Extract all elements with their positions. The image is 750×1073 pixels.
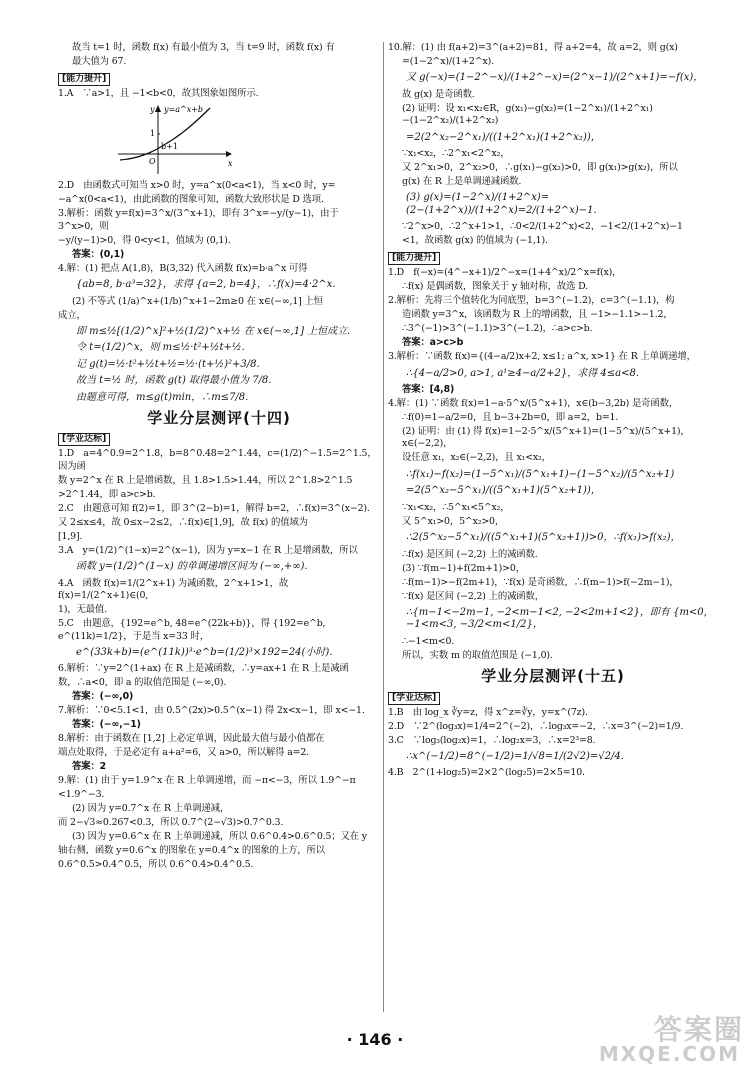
text-line: <1.9^−3. [58,789,105,801]
text-line: 造函数 y=3^x，该函数为 R 上的增函数，且 −1>−1.1>−1.2， [402,309,673,321]
text-line: 1.A ∵a>1，且 −1<b<0，故其图象如图所示. [58,88,259,99]
answer-line: 答案：(−∞,0) [72,691,134,703]
text-line: 9.解：(1) 由于 y=1.9^x 在 R 上单调递增，而 −π<−3，所以 1.9^−π [58,775,356,787]
left-column [58,42,380,873]
text-line: 4.A 函数 f(x)=1/(2^x+1) 为减函数，2^x+1>1，故 f(x)=1/(2^x+1)∈(0, [58,577,291,602]
text-line: ∵x₁<x₂，∴2^x₁<2^x₂， [402,148,510,160]
text-line: (3) 因为 y=0.6^x 在 R 上单调递减，所以 0.6^0.4>0.6^0.5；又在 y [72,831,367,843]
watermark-text: 答案圈 [653,1013,744,1046]
text-line: 3.解析：函数 y=f(x)=3^x/(3^x+1)，即有 3^x=−y/(y−1)，由于 3^x>0，则 [58,208,342,232]
watermark-logo [596,1008,744,1068]
text-line: 又 2≤x≤4，故 0≤x−2≤2，∴f(x)∈[1,9]，故 f(x) 的值域为 [58,516,308,528]
math-line: (3) g(x)=(1−2^x)/(1+2^x)=(2−(1+2^x))/(1+2^x)=2/(1+2^x)−1. [406,192,597,216]
column-divider [383,42,384,1012]
section-title: 学业分层测评(十五) [481,667,625,686]
text-line: 10.解：(1) 由 f(a+2)=3^(a+2)=81，得 a+2=4，故 a=2，则 g(x) [388,42,678,53]
text-line: 2.解析：先将三个值转化为同底型，b=3^(−1.2)，c=3^(−1.1)，构 [388,295,675,307]
math-line: 由题意可得，m≤g(t)min，∴m≤7/8. [76,391,249,403]
math-line: =2(5^x₂−5^x₁)/((5^x₁+1)(5^x₂+1))， [406,485,601,497]
text-line: <1，故函数 g(x) 的值域为 (−1,1). [402,235,548,247]
text-line: 2.D ∵2^(log₃x)=1/4=2^(−2)，∴log₃x=−2，∴x=3^(−2)=1/9. [388,720,684,732]
text-line: 4.解：(1) 把点 A(1,8)，B(3,32) 代入函数 f(x)=b·a^x 可得 [58,262,308,274]
text-line: (2) 证明：设 x₁<x₂∈R，g(x₁)−g(x₂)=(1−2^x₁)/(1+2^x₁)−(1−2^x₂)/(1+2^x₂) [402,102,653,127]
text-line: 1.D f(−x)=(4^−x+1)/2^−x=(1+4^x)/2^x=f(x)， [388,267,622,279]
text-line: 3.解析：∵函数 f(x)={(4−a/2)x+2, x≤1; a^x, x>1} 在 R 上单调递增， [388,351,696,363]
text-line: 1.B 由 log_x ∛y=z，得 x^z=∛y，y=x^(7z). [388,706,588,718]
math-line: 记 g(t)=½·t²+½t+½=½·(t+½)²+3/8. [76,358,260,370]
page-number: · 146 · [346,1030,404,1049]
graph-x-label: x [228,159,233,169]
math-line: 故当 t=½ 时，函数 g(t) 取得最小值为 7/8. [76,375,272,387]
graph-origin-label: O [149,157,156,167]
text-line: ∴f(x) 是区间 (−2,2) 上的减函数. [402,548,538,560]
answer-line: 答案：(0,1) [72,248,125,260]
section-tag-standard: [学业达标] [388,692,440,705]
text-line: 0.6^0.5>0.4^0.5，所以 0.6^0.4>0.4^0.5. [58,859,254,871]
section-tag-standard: [学业达标] [58,433,110,446]
text-line: (2) 证明：由 (1) 得 f(x)=1−2·5^x/(5^x+1)=(1−5^x)/(5^x+1)，x∈(−2,2)， [402,426,690,450]
text-line: (2) 不等式 (1/a)^x+(1/b)^x+1−2m≥0 在 x∈(−∞,1] 上恒 [72,295,323,307]
math-line: {ab=8, b·a³=32}，求得 {a=2, b=4}，∴f(x)=4·2^x. [76,279,336,291]
text-line: 故当 t=1 时，函数 f(x) 有最小值为 3，当 t=9 时，函数 f(x) 有 [72,42,335,53]
text-line: 3.C ∵log₃(log₂x)=1，∴log₂x=3，∴x=2³=8. [388,734,596,746]
text-line: 故 g(x) 是奇函数. [402,88,475,100]
text-line: 端点处取得，于是必定有 a+a²=6，又 a>0，所以解得 a=2. [58,747,310,759]
exponential-graph [114,102,234,176]
text-line: 设任意 x₁，x₂∈(−2,2)，且 x₁<x₂， [402,452,551,464]
answer-line: 答案：(−∞,−1) [72,719,141,731]
text-line: 4.B 2^(1+log₂5)=2×2^(log₂5)=2×5=10. [388,767,585,779]
section-tag-ability: [能力提升] [388,252,440,265]
math-line: ∴2(5^x₂−5^x₁)/((5^x₁+1)(5^x₂+1))>0，∴f(x₁)>f(x₂)， [406,532,681,544]
text-line: ∴f(x) 是偶函数，图象关于 y 轴对称，故选 D. [402,281,588,293]
text-line: −y/(y−1)>0，得 0<y<1，值域为 (0,1). [58,234,231,246]
answer-line: 答案：a>c>b [402,337,464,349]
math-line: ∴x^(−1/2)=8^(−1/2)=1/√8=1/(2√2)=√2/4. [406,750,624,762]
text-line: 1.D a=4^0.9=2^1.8，b=8^0.48=2^1.44，c=(1/2)^−1.5=2^1.5，因为函 [58,448,377,472]
text-line: ∴f(m−1)>−f(2m+1)，∵f(x) 是奇函数，∴f(m−1)>f(−2m−1)， [402,576,679,588]
math-line: ∴{m−1<−2m−1, −2<m−1<2, −2<2m+1<2}，即有 {m<0, −1<m<3, −3/2<m<1/2}， [406,606,707,631]
text-line: ∵f(x) 是区间 (−2,2) 上的减函数， [402,590,544,602]
text-line: 8.解析：由于函数在 [1,2] 上必定单调，因此最大值与最小值都在 [58,733,325,745]
graph-y-label: y [150,105,155,115]
text-line: (2) 因为 y=0.7^x 在 R 上单调递减， [72,803,230,815]
section-tag-ability: [能力提升] [58,73,110,86]
text-line: ∵x₁<x₂，∴5^x₁<5^x₂， [402,501,510,513]
text-line: 所以，实数 m 的取值范围是 (−1,0). [402,649,553,661]
math-line: =2(2^x₂−2^x₁)/((1+2^x₁)(1+2^x₂))， [406,131,601,143]
text-line: 1)，无最值. [58,604,108,616]
graph-intercept-label: b+1 [161,142,178,152]
text-line: 4.解：(1) ∵函数 f(x)=1−a·5^x/(5^x+1)，x∈(b−3,2b) 是奇函数， [388,398,679,410]
math-line: ∴f(x₁)−f(x₂)=(1−5^x₁)/(5^x₁+1)−(1−5^x₂)/(5^x₂+1) [406,468,675,480]
graph-one-label: 1 [150,129,156,139]
right-column [388,42,718,781]
text-line: [1,9]. [58,530,83,542]
text-line: (3) ∵f(m−1)+f(2m+1)>0， [402,562,525,574]
text-line: >2^1.44，即 a>c>b. [58,488,156,500]
text-line: 数 y=2^x 在 R 上是增函数，且 1.8>1.5>1.44，所以 2^1.8>2^1.5 [58,474,353,486]
text-line: 又 5^x₁>0，5^x₂>0， [402,515,505,527]
text-line: 轴右侧，函数 y=0.6^x 的图象在 y=0.4^x 的图象的上方，所以 [58,845,325,857]
text-line: 最大值为 67. [72,56,127,67]
text-line: ∵2^x>0，∴2^x+1>1，∴0<2/(1+2^x)<2，−1<2/(1+2^x)−1 [402,221,683,233]
math-line: 函数 y=(1/2)^(1−x) 的单调递增区间为 (−∞,+∞). [76,561,308,573]
text-line: =(1−2^x)/(1+2^x). [402,56,494,67]
text-line: 5.C 由题意，{192=e^b, 48=e^(22k+b)}，得 {192=e^b, e^(11k)=1/2}，于是当 x=33 时， [58,618,329,642]
math-line: ∴{4−a/2>0, a>1, a¹≥4−a/2+2}，求得 4≤a<8. [406,367,640,379]
answer-line: 答案：[4,8) [402,384,455,396]
text-line: ∴−1<m<0. [402,635,455,647]
text-line: ∴f(0)=1−a/2=0，且 b−3+2b=0，即 a=2，b=1. [402,412,619,424]
text-line: 7.解析：∵0<5.1<1，由 0.5^(2x)>0.5^(x−1) 得 2x<x−1，即 x<−1. [58,705,365,717]
text-line: −a^x(0<a<1)，由此函数的图象可知，函数大致形状是 D 选项. [58,194,324,206]
text-line: ∴3^(−1)>3^(−1.1)>3^(−1.2)，∴a>c>b. [402,323,593,335]
math-line: 即 m≤½[(1/2)^x]²+½(1/2)^x+½ 在 x∈(−∞,1] 上恒成立. [76,326,351,338]
text-line: 成立， [58,309,86,321]
text-line: g(x) 在 R 上是单调递减函数. [402,176,522,188]
text-line: 6.解析：∵y=2^(1+ax) 在 R 上是减函数，∴y=ax+1 在 R 上是减函 [58,663,349,675]
section-title: 学业分层测评(十四) [147,409,291,428]
math-line: 令 t=(1/2)^x，则 m≤½·t²+½t+½. [76,342,245,354]
math-line: e^(33k+b)=(e^(11k))³·e^b=(1/2)³×192=24(小时). [76,646,333,658]
text-line: 2.D 由函数式可知当 x>0 时，y=a^x(0<a<1)，当 x<0 时，y= [58,180,336,192]
graph-curve-label: y=a^x+b [164,105,204,115]
watermark-url: MXQE.COM [598,1042,740,1066]
text-line: 而 2−√3≈0.267<0.3，所以 0.7^(2−√3)>0.7^0.3. [58,817,284,829]
math-line: 又 g(−x)=(1−2^−x)/(1+2^−x)=(2^x−1)/(2^x+1)=−f(x)， [406,72,704,84]
answer-line: 答案：2 [72,761,107,773]
text-line: 数，∴a<0，即 a 的取值范围是 (−∞,0). [58,677,227,689]
text-line: 2.C 由题意可知 f(2)=1，即 3^(2−b)=1，解得 b=2，∴f(x)=3^(x−2). [58,502,370,514]
text-line: 又 2^x₁>0，2^x₂>0，∴g(x₁)−g(x₂)>0，即 g(x₁)>g(x₂)，所以 [402,162,678,174]
text-line: 3.A y=(1/2)^(1−x)=2^(x−1)，因为 y=x−1 在 R 上是增函数，所以 [58,544,358,556]
